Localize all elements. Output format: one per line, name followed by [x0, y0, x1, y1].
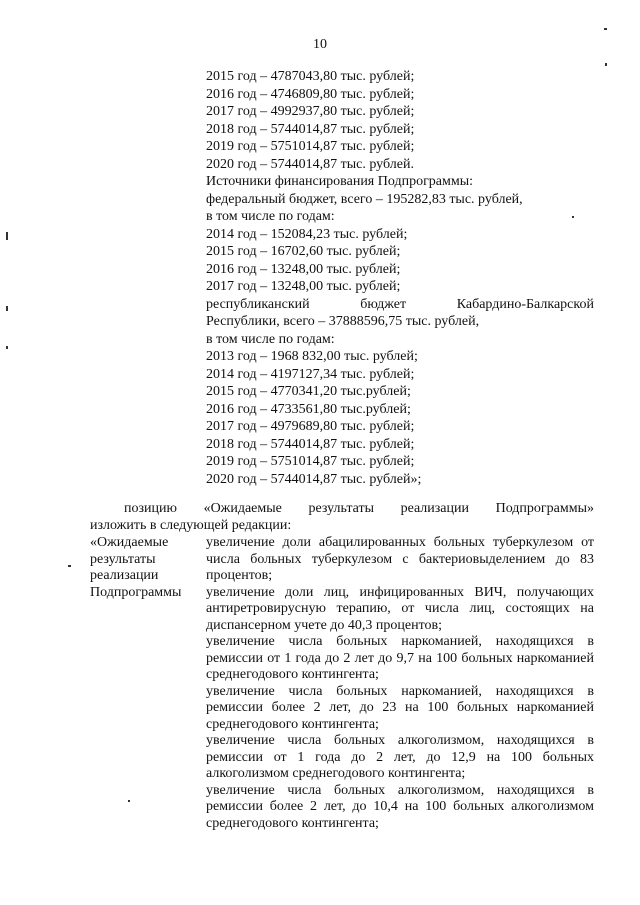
budget-line: 2019 год – 5751014,87 тыс. рублей;: [206, 139, 415, 154]
result-item: увеличение числа больных алкоголизмом, находящихся в ремиссии от 1 года до 2 лет, до 12,9 на 100 больных алкоголизмом среднегодового контингента;: [206, 733, 594, 781]
page-number: 10: [313, 37, 327, 52]
intro-paragraph: [90, 500, 594, 534]
intro-word: позицию: [124, 501, 177, 516]
republic-by-years-label: в том числе по годам:: [206, 331, 335, 347]
intro-word: «Ожидаемые: [203, 501, 282, 516]
scan-speck: [68, 565, 71, 567]
republic-year-line: 2016 год – 4733561,80 тыс.рублей;: [206, 401, 411, 417]
scan-speck: [6, 306, 8, 311]
republic-word: Кабардино-Балкарской: [456, 296, 594, 312]
result-item: увеличение числа больных наркоманией, находящихся в ремиссии от 1 года до 2 лет до 9,7 на 100 больных наркоманией среднегодового контингента;: [206, 634, 594, 682]
expected-results-list: [206, 535, 594, 832]
republic-word: бюджет: [360, 296, 407, 312]
intro-line-2: изложить в следующей редакции:: [90, 518, 292, 533]
scan-speck: [605, 63, 607, 66]
federal-year-line: 2015 год – 16702,60 тыс. рублей;: [206, 244, 401, 259]
federal-by-years-label: в том числе по годам:: [206, 209, 335, 224]
republic-year-line: 2015 год – 4770341,20 тыс.рублей;: [206, 384, 411, 399]
result-item: увеличение числа больных алкоголизмом, находящихся в ремиссии более 2 лет, до 10,4 на 100 больных алкоголизмом среднегодового контингента;: [206, 782, 594, 831]
intro-word: результаты: [308, 501, 374, 516]
budget-line: 2017 год – 4992937,80 тыс. рублей;: [206, 104, 415, 119]
label-line: Подпрограммы: [90, 584, 182, 600]
label-line: реализации: [90, 568, 159, 583]
budget-line: 2018 год – 5744014,87 тыс. рублей;: [206, 121, 415, 137]
budget-line: 2016 год – 4746809,80 тыс. рублей;: [206, 86, 415, 102]
intro-line-1: [90, 500, 594, 517]
budget-line: 2020 год – 5744014,87 тыс. рублей.: [206, 156, 414, 172]
result-item: увеличение доли лиц, инфицированных ВИЧ, получающих антиретровирусную терапию, от числа лиц, состоящих на диспансерном учете до 40,3 процентов;: [206, 584, 594, 633]
intro-word: Подпрограммы»: [495, 501, 594, 516]
budget-tail-list: [206, 68, 594, 488]
republic-year-line: 2018 год – 5744014,87 тыс. рублей;: [206, 436, 415, 452]
label-line: «Ожидаемые: [90, 535, 169, 550]
result-item: увеличение числа больных наркоманией, находящихся в ремиссии более 2 лет, до 23 на 100 больных наркоманией среднегодового контингента;: [206, 683, 594, 732]
republic-year-line: 2017 год – 4979689,80 тыс. рублей;: [206, 419, 415, 434]
federal-total: федеральный бюджет, всего – 195282,83 тыс. рублей,: [206, 191, 523, 207]
republic-year-line: 2019 год – 5751014,87 тыс. рублей;: [206, 454, 415, 469]
result-item: увеличение доли абацилированных больных туберкулезом от числа больных туберкулезом с бактериовыделением до 83 процентов;: [206, 535, 594, 583]
republic-word: республиканский: [206, 296, 310, 312]
republic-budget-line: [206, 296, 594, 314]
results-label: [90, 535, 202, 601]
republic-year-line: 2013 год – 1968 832,00 тыс. рублей;: [206, 349, 418, 364]
scan-speck: [6, 232, 8, 240]
scan-speck: [604, 28, 607, 30]
republic-total: Республики, всего – 37888596,75 тыс. рублей,: [206, 314, 480, 329]
scan-speck: [6, 346, 8, 349]
federal-year-line: 2014 год – 152084,23 тыс. рублей;: [206, 226, 408, 242]
republic-year-line: 2020 год – 5744014,87 тыс. рублей»;: [206, 471, 422, 487]
republic-year-line: 2014 год – 4197127,34 тыс. рублей;: [206, 366, 415, 382]
sources-heading: Источники финансирования Подпрограммы:: [206, 174, 474, 189]
federal-year-line: 2017 год – 13248,00 тыс. рублей;: [206, 279, 401, 294]
intro-word: реализации: [400, 501, 469, 516]
federal-year-line: 2016 год – 13248,00 тыс. рублей;: [206, 261, 401, 277]
label-line: результаты: [90, 551, 156, 567]
scan-speck: [128, 800, 130, 802]
budget-line: 2015 год – 4787043,80 тыс. рублей;: [206, 69, 415, 84]
scan-speck: [572, 216, 574, 218]
